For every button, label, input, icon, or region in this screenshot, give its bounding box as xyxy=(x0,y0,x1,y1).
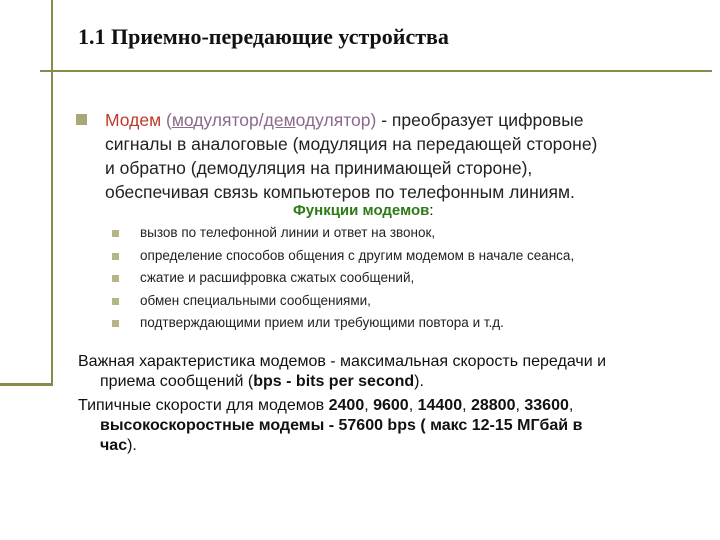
list-item xyxy=(112,312,682,335)
separator: , xyxy=(364,397,374,414)
slide-title: 1.1 Приемно-передающие устройства xyxy=(78,24,449,49)
list-item-text: подтверждающими прием или требующими повтора и т.д. xyxy=(140,315,504,330)
square-bullet-icon xyxy=(112,253,119,260)
line-1-rest: - преобразует цифровые xyxy=(376,110,584,130)
para2-line2 xyxy=(78,417,582,434)
frame-vertical-line xyxy=(51,0,53,386)
list-item-text: вызов по телефонной линии и ответ на звонок, xyxy=(140,225,436,240)
modem-term: Модем xyxy=(105,110,162,130)
list-item xyxy=(112,290,682,313)
separator: , xyxy=(515,397,525,414)
main-bullet-text xyxy=(105,108,686,204)
square-bullet-icon xyxy=(112,230,119,237)
frame-horizontal-line xyxy=(40,70,712,72)
square-bullet-icon xyxy=(112,275,119,282)
line-2: сигналы в аналоговые (модуляция на передающей стороне) xyxy=(105,134,598,154)
functions-title: Функции модемов xyxy=(293,202,430,219)
speed-characteristic-paragraph xyxy=(78,352,698,392)
dem-underlined: дем xyxy=(263,110,296,130)
para2-pre: Типичные скорости для модемов xyxy=(78,397,329,414)
square-bullet-icon xyxy=(112,320,119,327)
speed-value: 33600 xyxy=(524,397,569,414)
para2-line1 xyxy=(78,397,573,414)
para2-line3-end: ). xyxy=(127,437,137,454)
list-item xyxy=(112,267,682,290)
speed-value: 28800 xyxy=(470,397,516,414)
speed-value: 14400 xyxy=(417,397,463,414)
para1-line2-pre: приема сообщений ( xyxy=(100,373,254,390)
functions-list xyxy=(112,222,682,335)
functions-colon: : xyxy=(429,202,434,219)
line-1 xyxy=(105,110,584,130)
mod-underlined: мо xyxy=(171,110,194,130)
square-bullet-icon xyxy=(112,298,119,305)
para1-line1: Важная характеристика модемов - максимальная скорость передачи и xyxy=(78,353,607,370)
para1-line2-post: ). xyxy=(414,373,424,390)
separator: , xyxy=(408,397,418,414)
speed-value: 2400 xyxy=(328,397,365,414)
frame-left-stub xyxy=(0,383,52,386)
list-item xyxy=(112,222,682,245)
paren-open: ( xyxy=(161,110,172,130)
speed-value: 9600 xyxy=(373,397,409,414)
square-bullet-icon xyxy=(76,114,87,125)
para2-line3 xyxy=(78,437,137,454)
para1-line2 xyxy=(78,373,424,390)
dem-rest: одулятор) xyxy=(295,110,377,130)
mod-rest: дулятор/ xyxy=(193,110,264,130)
list-item-text: определение способов общения с другим модемом в начале сеанса, xyxy=(140,247,575,263)
list-item xyxy=(112,245,682,268)
separator: , xyxy=(462,397,471,414)
para2-line3-word: час xyxy=(100,437,128,454)
functions-heading xyxy=(293,202,434,219)
bps-definition: bps - bits per second xyxy=(253,373,415,390)
list-item-text: сжатие и расшифровка сжатых сообщений, xyxy=(140,270,415,285)
list-item-text: обмен специальными сообщениями, xyxy=(140,292,371,308)
main-bullet xyxy=(76,108,686,204)
line-3: и обратно (демодуляция на принимающей стороне), xyxy=(105,158,533,178)
line-4: обеспечивая связь компьютеров по телефонным линиям. xyxy=(105,182,575,202)
separator: , xyxy=(568,397,574,414)
typical-speeds-paragraph xyxy=(78,396,698,456)
high-speed-modems: высокоскоростные модемы - 57600 bps ( макс 12-15 МГбай в xyxy=(100,417,583,434)
